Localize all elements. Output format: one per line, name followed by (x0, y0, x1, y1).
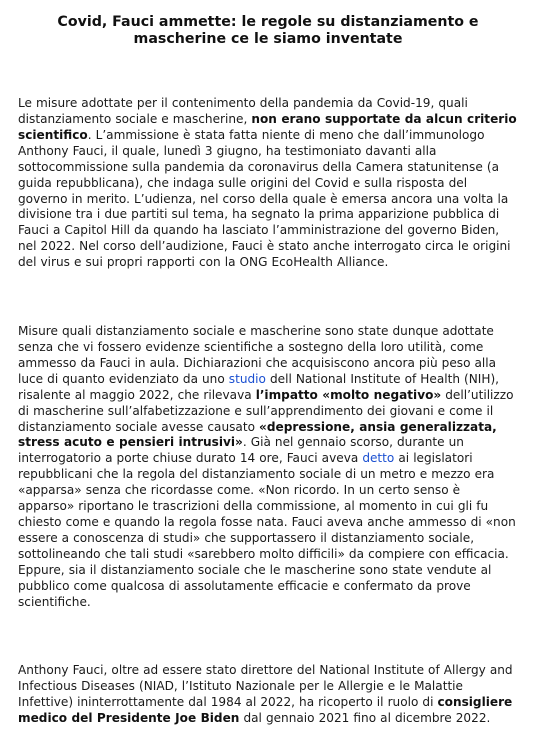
paragraph-1-text-a: Le misure adottate per il contenimento della pandemia da Covid-19, quali distanziamento sociale e mascherine, (18, 96, 468, 126)
article-title-line-1: Covid, Fauci ammette: le regole su distanziamento e (57, 14, 479, 30)
paragraph-3 (18, 663, 518, 727)
studio-link[interactable]: studio (228, 371, 266, 386)
paragraph-1-bold: non erano supportate da alcun criterio scientifico (18, 112, 517, 142)
paragraph-2 (18, 324, 518, 610)
paragraph-1-text-c: . L’ammissione è stata fatta niente di meno che dall’immunologo Anthony Fauci, il quale, lunedì 3 giugno, ha testimoniato davanti alla sottocommissione sulla pandemia da coronavirus della Camera statunitense (a guida repubblicana), che indaga sulle origini del Covid e sulla risposta del governo in merito. L’udienza, nel corso della quale è emersa ancora una volta la divisione tra i due partiti sul tema, ha segnato la prima apparizione pubblica di Fauci a Capitol Hill da quando ha lasciato l’amministrazione del governo Biden, nel 2022. Nel corso dell’audizione, Fauci è stato anche interrogato circa le origini del virus e sui propri rapporti con la ONG EcoHealth Alliance. (18, 127, 511, 270)
paragraph-2-text-g: ai legislatori repubblicani che la regola del distanziamento sociale di un metro e mezzo era «apparsa» senza che ricordasse come. «Non ricordo. In un certo senso è apparso» riportano le trascrizioni della commissione, al momento in cui gli fu chiesto come e quando la regola fosse nata. Fauci aveva anche ammesso di «non essere a conoscenza di studi» che supportassero il distanziamento sociale, sottolineando che tali studi «sarebbero molto difficili» da compiere con efficacia. Eppure, sia il distanziamento sociale che le mascherine sono state vendute al pubblico come qualcosa di assolutamente efficacie e confermato da prove scientifiche. (18, 451, 516, 609)
article-title (18, 14, 518, 48)
paragraph-3-bold: consigliere medico del Presidente Joe Biden (18, 694, 513, 725)
paragraph-3-text-a: Anthony Fauci, oltre ad essere stato direttore del National Institute of Allergy and Infectious Diseases (NIAD, l’Istituto Nazionale per le Allergie e le Malattie Infettive) ininterrottamente dal 1984 al 2022, ha ricoperto il ruolo di (18, 663, 513, 709)
paragraph-2-text-a: Misure quali distanziamento sociale e mascherine sono state dunque adottate senza che vi fossero evidenze scientifiche a sostegno della loro utilità, come ammesso da Fauci in aula. Dichiarazioni che acquisiscono ancora più peso alla luce di quanto evidenziato da uno (18, 324, 497, 386)
article-title-line-2: mascherine ce le siamo inventate (133, 31, 403, 47)
paragraph-2-text-d: dell’utilizzo di mascherine sull’alfabetizzazione e sull’apprendimento dei giovani e come il distanziamento sociale avesse causato (18, 387, 514, 434)
detto-link[interactable]: detto (362, 451, 395, 466)
paragraph-2-bold-depressione: «depressione, ansia generalizzata, stress acuto e pensieri intrusivi» (18, 419, 497, 450)
paragraph-2-text-f: . Già nel gennaio scorso, durante un interrogatorio a porte chiuse durato 14 ore, Fauci aveva (18, 435, 464, 466)
paragraph-1 (18, 96, 518, 271)
paragraph-2-text-b: dell National Institute of Health (NIH), risalente al maggio 2022, che rilevava (18, 371, 500, 402)
paragraph-2-bold-impatto: l’impatto «molto negativo» (255, 387, 442, 402)
paragraph-3-text-c: dal gennaio 2021 fino al dicembre 2022. (239, 710, 491, 725)
